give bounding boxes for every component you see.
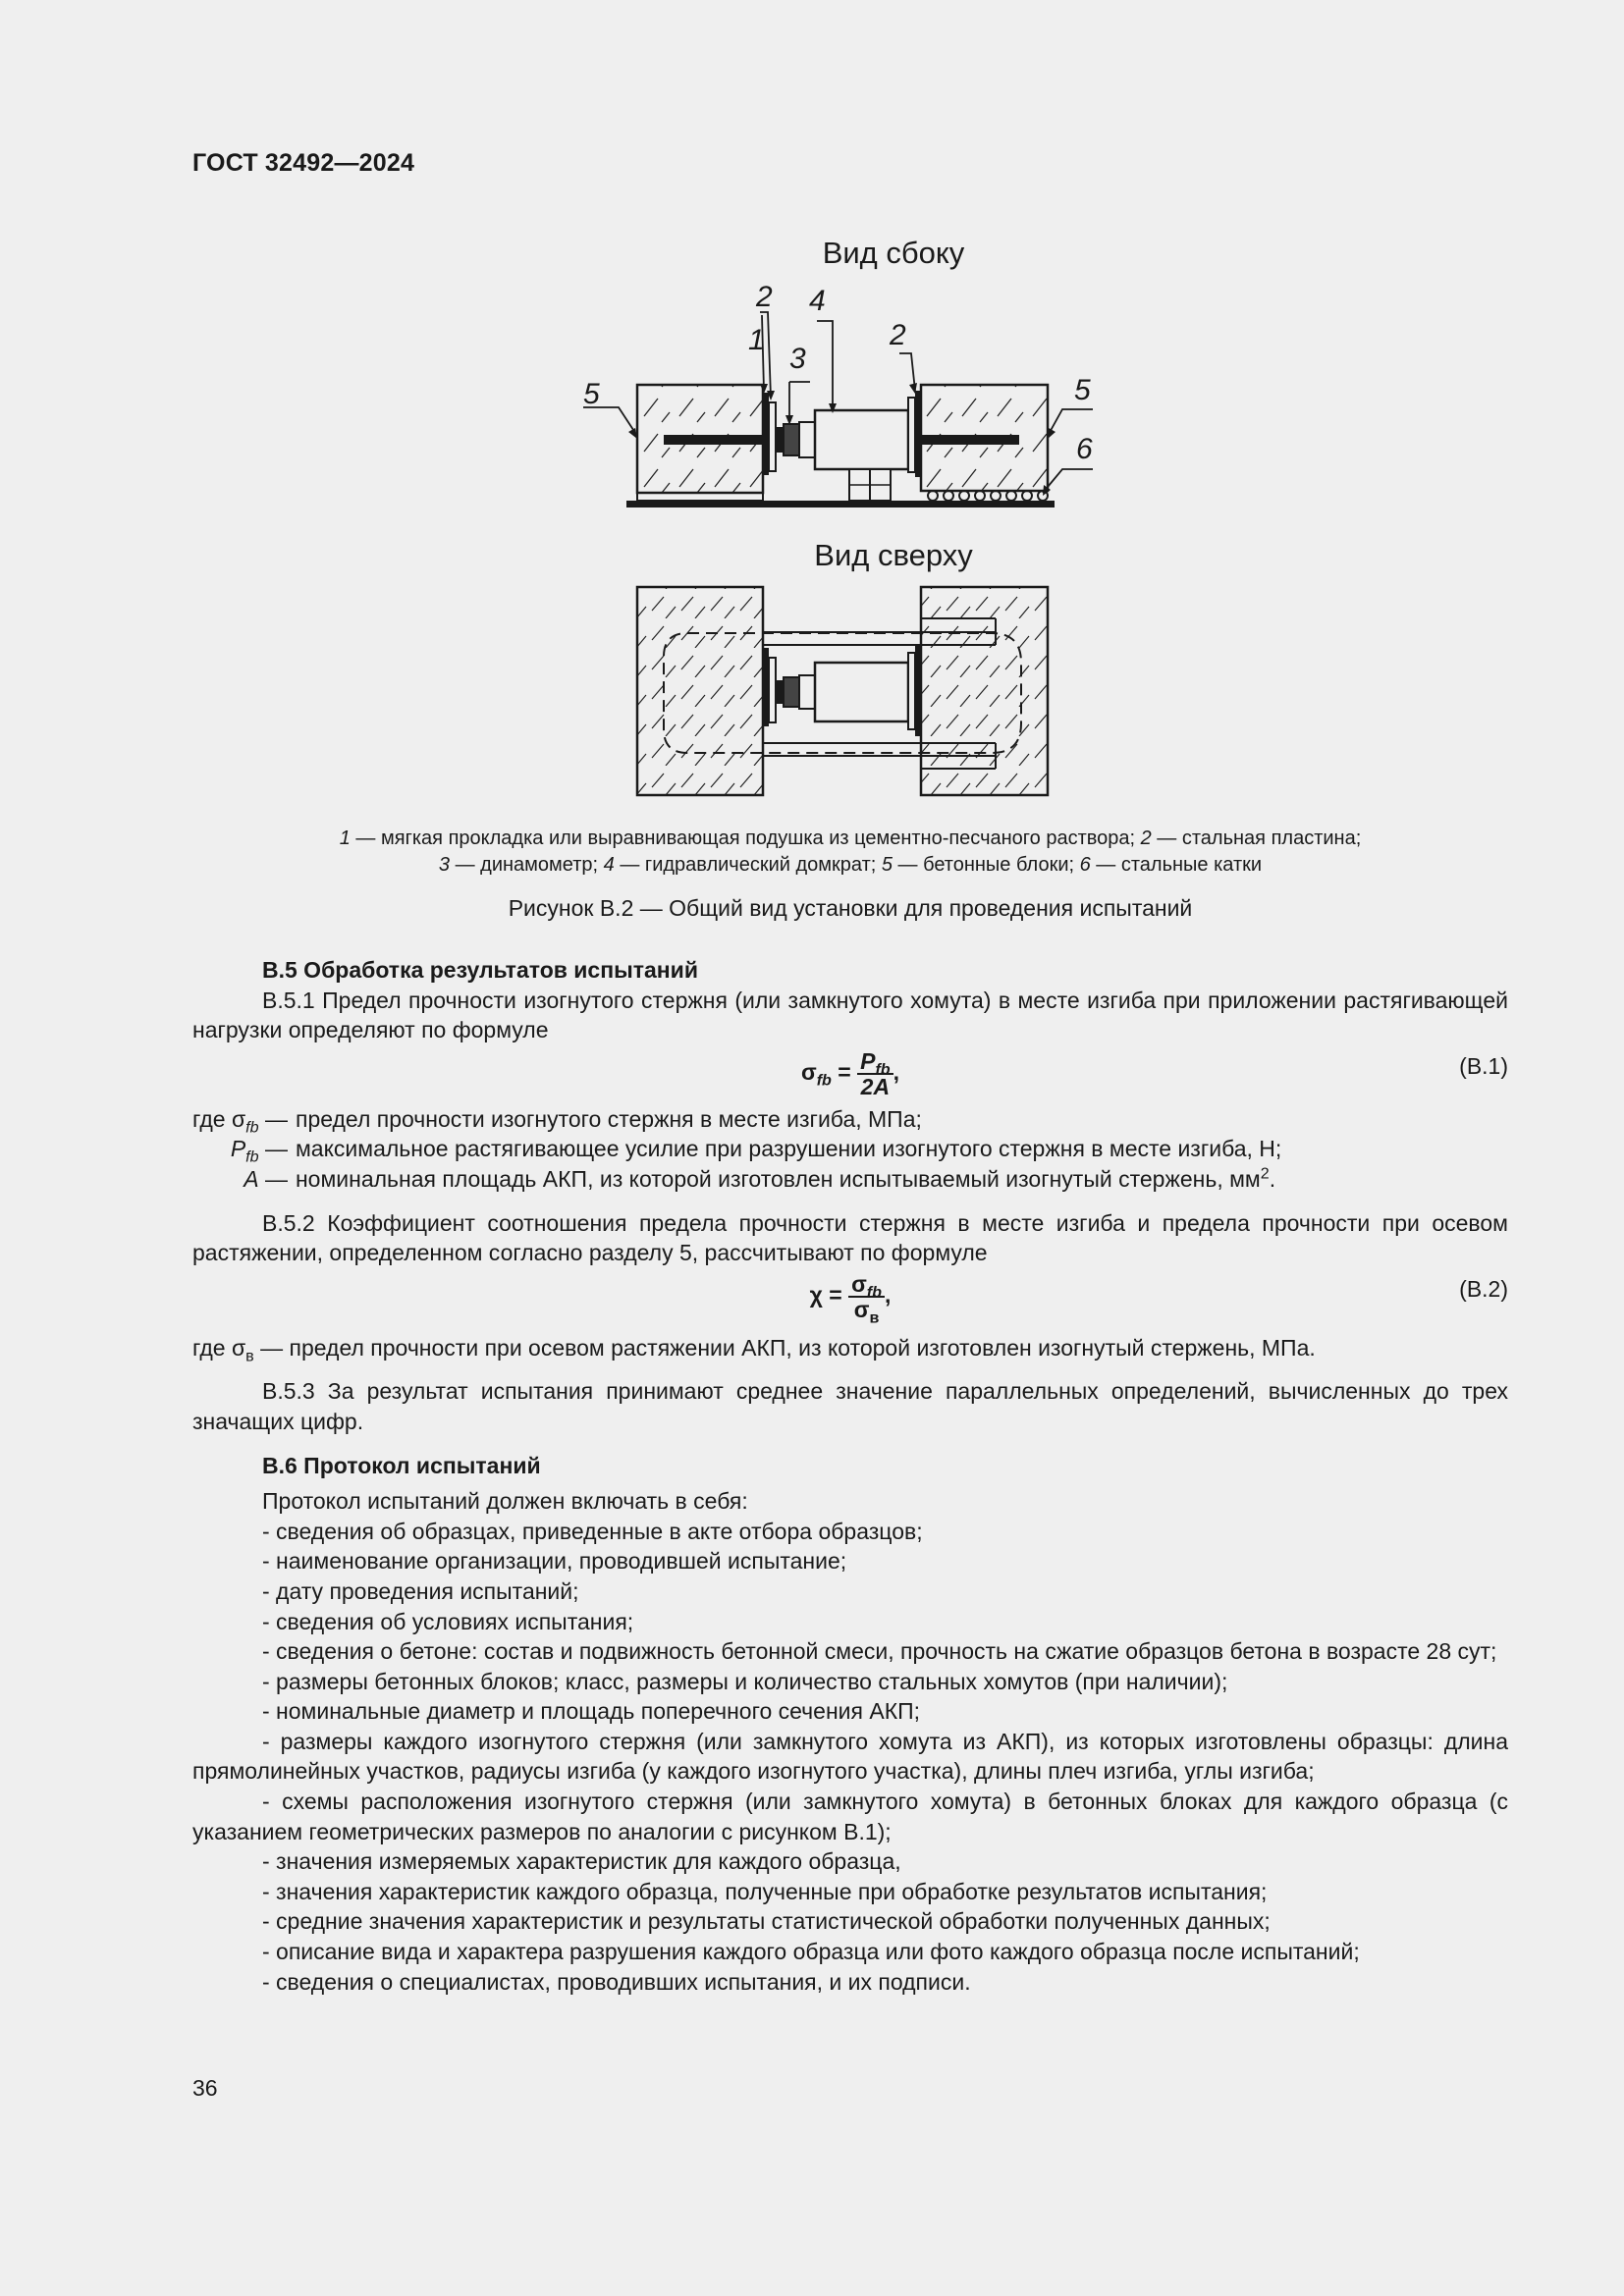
callout-4: 4 (809, 285, 826, 317)
formula-number-b1: (В.1) (1459, 1052, 1508, 1079)
paragraph-b5-2: В.5.2 Коэффициент соотношения предела прочности стержня в месте изгиба и предела прочности при осевом растяжении, определенном согласно разделу 5, рассчитывают по формуле (192, 1209, 1508, 1266)
formula-b2: χ = $\frac{\sigma_{fb}}{\sigma_в}$ , (В.2) (809, 1270, 1508, 1327)
callout-2-left: 2 (756, 281, 773, 313)
protocol-intro: Протокол испытаний должен включать в себя: (262, 1488, 748, 1515)
list-item: - размеры бетонных блоков; класс, размеры и количество стальных хомутов (при наличии); (262, 1668, 1228, 1694)
list-item: - сведения о специалистах, проводивших испытания, и их подписи. (262, 1968, 971, 1995)
callout-1: 1 (748, 324, 765, 356)
test-setup-figure (0, 0, 1624, 825)
list-item: - размеры каждого изогнутого стержня (или замкнутого хомута из АКП), из которых изготовлены образцы: длина прямолинейных участков, радиусы изгиба (у каждого изогнутого участка), длины плеч изгиба, углы изгиба; (192, 1728, 1508, 1785)
body-text (192, 955, 1508, 1997)
top-view-title: Вид сверху (814, 538, 973, 572)
definitions-b1: где $\sigma_{fb}$ — предел прочности изогнутого стержня в месте изгиба, МПа; $P_{fb}$ — максимальное растягивающее усилие при разрушении изогнутого стержня в месте изгиба, Н; A — номинальная площадь АКП, из которой изготовлен испытываемый изогнутый стержень, $мм^2$. (192, 1105, 1282, 1192)
side-view-drawing (583, 312, 1093, 507)
paragraph-b5-3: В.5.3 За результат испытания принимают среднее значение параллельных определений, вычисленных до трех значащих цифр. (192, 1378, 1508, 1434)
definition-b2: где $\sigma_в$ — предел прочности при осевом растяжении АКП, из которой изготовлен изогнутый стержень, МПа. (192, 1334, 1316, 1365)
list-item: - наименование организации, проводившей испытание; (262, 1548, 847, 1575)
callout-3: 3 (789, 343, 806, 375)
side-view-title: Вид сбоку (822, 236, 965, 270)
formula-b1: $\sigma_{fb}$ = $\frac{P_{fb}}{2A}$ , (В.1) (800, 1047, 1508, 1099)
list-item: - сведения об условиях испытания; (262, 1608, 634, 1634)
list-item: - значения измеряемых характеристик для каждого образца, (262, 1848, 901, 1875)
figure-caption: Рисунок В.2 — Общий вид установки для проведения испытаний (508, 895, 1193, 921)
callout-5-left: 5 (583, 378, 600, 410)
list-item: - описание вида и характера разрушения каждого образца или фото каждого образца после испытаний; (262, 1939, 1360, 1965)
callout-6: 6 (1076, 433, 1093, 465)
callout-5-right: 5 (1074, 374, 1091, 406)
figure-legend (192, 826, 1508, 879)
paragraph-b5-1: В.5.1 Предел прочности изогнутого стержня (или замкнутого хомута) в месте изгиба при приложении растягивающей нагрузки определяют по формуле (192, 987, 1508, 1043)
top-view-drawing (637, 587, 1048, 795)
list-item: - номинальные диаметр и площадь поперечного сечения АКП; (262, 1698, 921, 1725)
list-item: - сведения о бетоне: состав и подвижность бетонной смеси, прочность на сжатие образцов бетона в возрасте 28 сут; (262, 1638, 1497, 1665)
formula-number-b2: (В.2) (1459, 1275, 1508, 1302)
callout-2-right: 2 (890, 319, 906, 351)
legend-line-2: 3 — динамометр; 4 — гидравлический домкрат; 5 — бетонные блоки; 6 — стальные катки (438, 854, 1263, 876)
list-item: - сведения об образцах, приведенные в акте отбора образцов; (262, 1518, 923, 1544)
list-item: - дату проведения испытаний; (262, 1577, 579, 1604)
list-item: - значения характеристик каждого образца, полученные при обработке результатов испытания; (262, 1878, 1268, 1904)
document-header: ГОСТ 32492—2024 (192, 149, 415, 177)
list-item: - схемы расположения изогнутого стержня (или замкнутого хомута) в бетонных блоках для каждого образца (с указанием геометрических размеров по аналогии с рисунком В.1); (192, 1789, 1508, 1844)
page-number: 36 (192, 2075, 218, 2101)
list-item: - средние значения характеристик и результаты статистической обработки полученных данных; (262, 1908, 1271, 1935)
section-heading-b5: В.5 Обработка результатов испытаний (262, 957, 698, 983)
legend-line-1: 1 — мягкая прокладка или выравнивающая подушка из цементно-песчаного раствора; 2 — стальная пластина; (339, 828, 1362, 849)
section-heading-b6: В.6 Протокол испытаний (262, 1452, 541, 1478)
